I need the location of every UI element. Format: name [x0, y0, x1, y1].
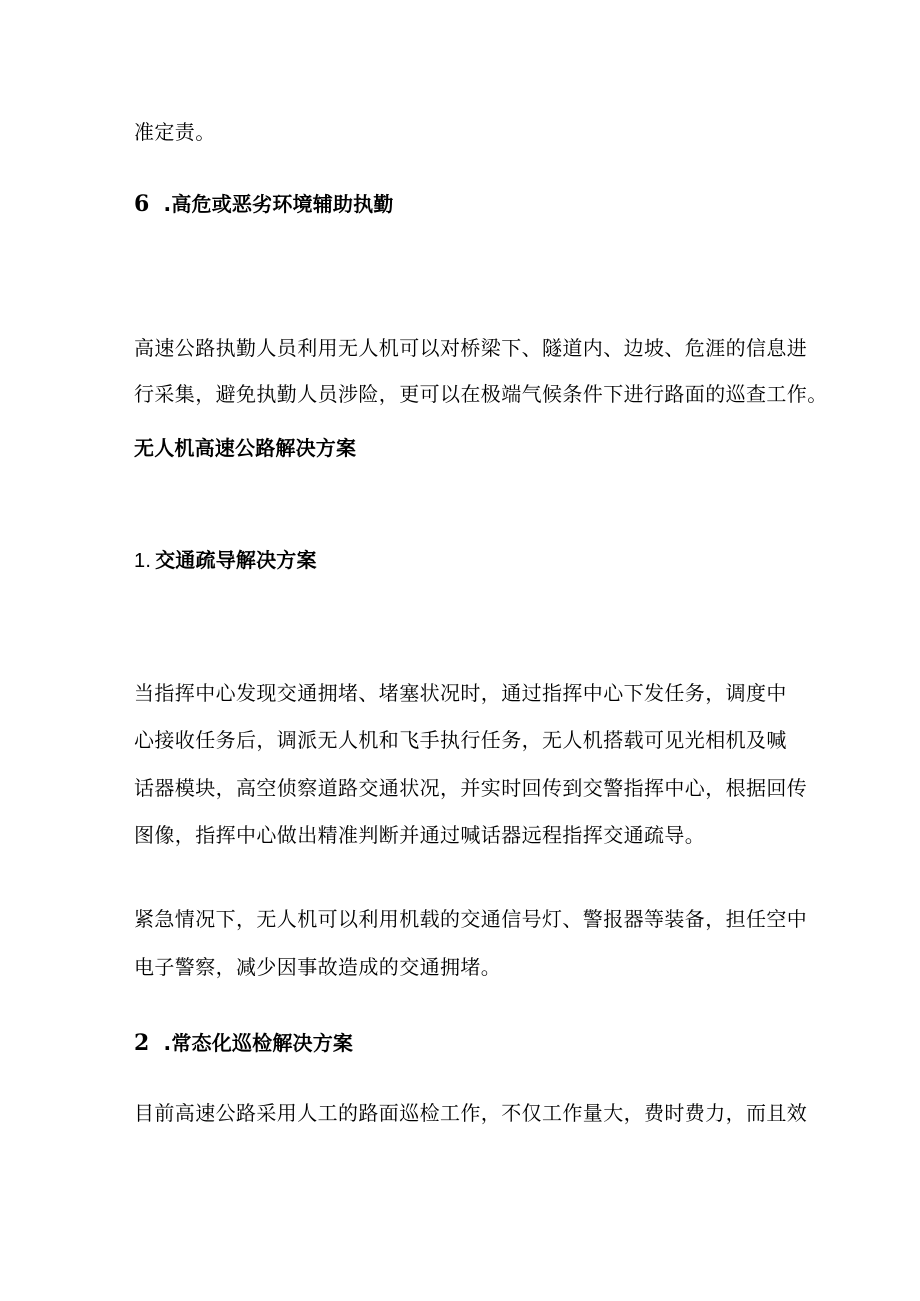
paragraph-line: 高速公路执勤人员利用无人机可以对桥梁下、隧道内、边坡、危涯的信息进 — [134, 336, 808, 360]
section-6-heading — [134, 192, 394, 216]
section-title: .常态化巡检解决方案 — [163, 1031, 354, 1055]
section-title: 交通疏导解决方案 — [155, 548, 317, 572]
continuation-text: 准定责。 — [134, 120, 216, 144]
section-title: .高危或恶劣环境辅助执勤 — [163, 192, 394, 216]
paragraph-line: 紧急情况下，无人机可以利用机载的交通信号灯、警报器等装备，担任空中 — [134, 907, 808, 931]
section-number: 1. — [134, 550, 152, 572]
paragraph-line: 目前高速公路采用人工的路面巡检工作，不仅工作量大，费时费力，而且效 — [134, 1101, 808, 1125]
section-number: 6 — [134, 191, 150, 217]
paragraph-line: 电子警察，减少因事故造成的交通拥堵。 — [134, 955, 502, 979]
paragraph-line: 心接收任务后，调派无人机和飞手执行任务，无人机搭载可见光相机及喊 — [134, 728, 787, 752]
solution-2-heading — [134, 1031, 353, 1055]
paragraph-line: 话器模块，高空侦察道路交通状况，并实时回传到交警指挥中心，根据回传 — [134, 776, 808, 800]
paragraph-line: 当指挥中心发现交通拥堵、堵塞状况时，通过指挥中心下发任务，调度中 — [134, 681, 787, 705]
paragraph-line: 行采集，避免执勤人员涉险，更可以在极端气候条件下进行路面的巡查工作。 — [134, 382, 828, 406]
solution-1-heading — [134, 548, 317, 573]
solutions-heading: 无人机高速公路解决方案 — [134, 436, 357, 460]
section-number: 2 — [134, 1030, 150, 1056]
paragraph-line: 图像，指挥中心做出精准判断并通过喊话器远程指挥交通疏导。 — [134, 823, 706, 847]
